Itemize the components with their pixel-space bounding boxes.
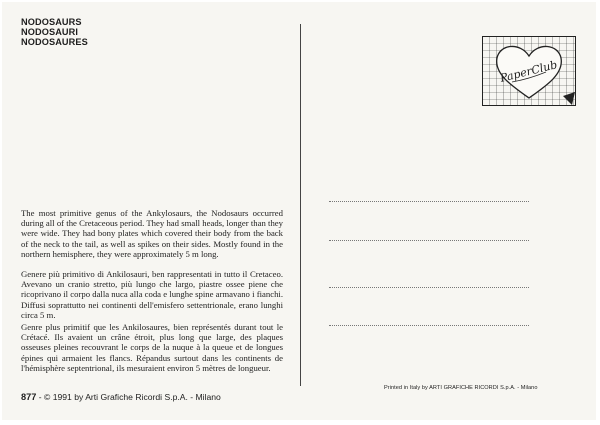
description-english: The most primitive genus of the Ankylosaurs, the Nodosaurs occurred during all of the Cretaceous period. They had small heads, longer than they were wide. They had bony plates which covered their body from the back of the neck to the tail, as well as spikes on their sides. Mostly found in the northern hemisphere, they were approximately 5 m long. bbox=[21, 208, 283, 259]
postcard-back bbox=[2, 2, 596, 420]
title-italian: NODOSAURI bbox=[21, 27, 79, 37]
address-line-1 bbox=[329, 201, 529, 202]
address-line-2 bbox=[329, 240, 529, 241]
address-line-4 bbox=[329, 325, 529, 326]
copyright-text: - © 1991 by Arti Grafiche Ricordi S.p.A. - Milano bbox=[36, 392, 221, 402]
stamp-box-logo bbox=[482, 36, 576, 106]
title-block bbox=[21, 17, 88, 47]
address-line-3 bbox=[329, 287, 529, 288]
title-english: NODOSAURS bbox=[21, 17, 82, 27]
paperclub-logo-text: PaperClub bbox=[498, 58, 559, 85]
card-number: 877 bbox=[21, 392, 37, 402]
title-french: NODOSAURES bbox=[21, 37, 88, 47]
footer-credit bbox=[21, 392, 221, 402]
center-divider bbox=[300, 24, 301, 386]
description-italian: Genere più primitivo di Ankilosauri, ben rappresentati in tutto il Cretaceo. Avevano un cranio stretto, più lungo che largo, piastre ossee piene che ricoprivano il corpo dalla nuca alla coda e lunghe spine armavano i fianchi. Diffusi soprattutto nei continenti dell'emisfero settentrionale, erano lunghi circa 5 m. bbox=[21, 269, 283, 320]
printed-in-italy-note: Printed in Italy by ARTI GRAFICHE RICORDI S.p.A. - Milano bbox=[384, 385, 538, 391]
description-french: Genre plus primitif que les Ankilosaures, bien représentés durant tout le Crétacé. Ils avaient un crâne étroit, plus long que large, des plaques osseuses pleines recouvrant le corps de la nuque à la queue et de longues épines qui armaient les flancs. Répandus surtout dans les continents de l'hémisphère septentrional, ils mesuraient environ 5 mètres de longueur. bbox=[21, 322, 283, 373]
